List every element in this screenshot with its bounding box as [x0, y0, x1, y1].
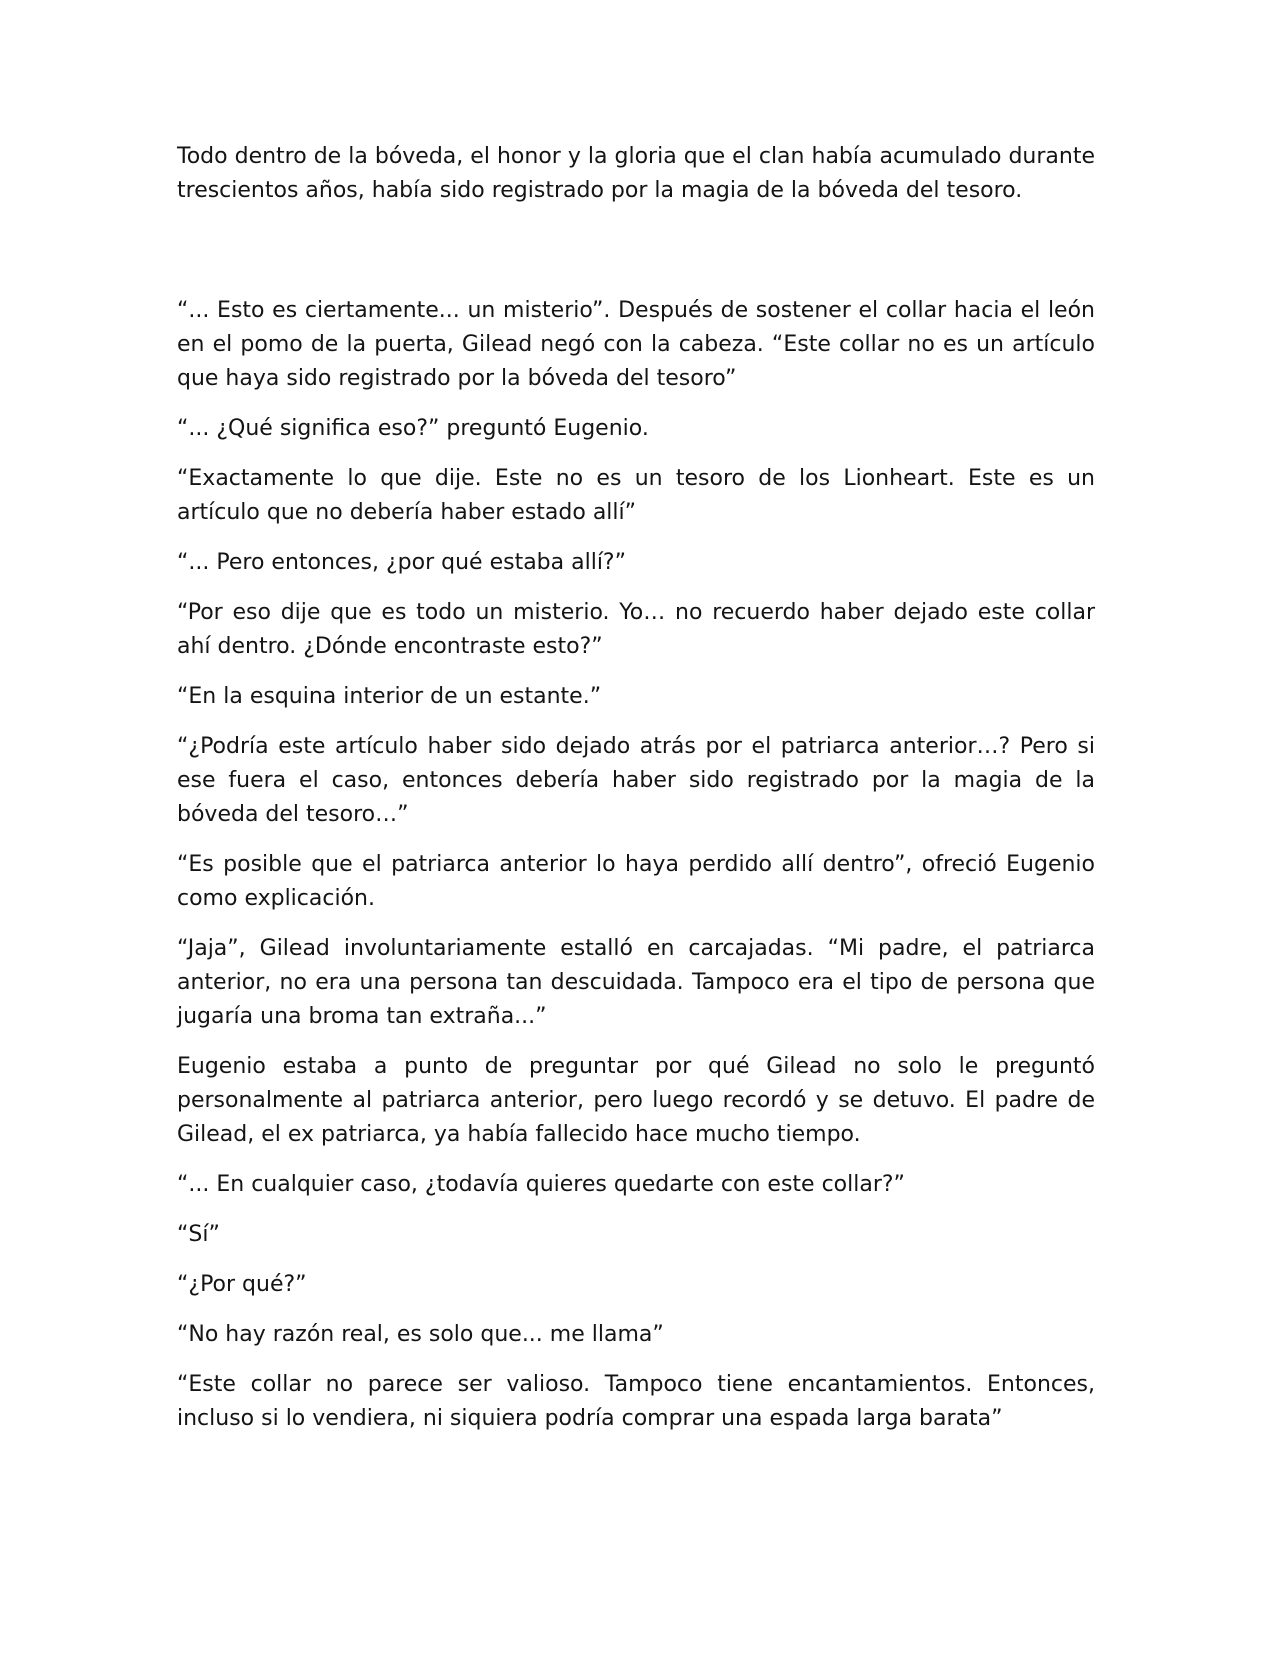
paragraph-8: “¿Podría este artículo haber sido dejado atrás por el patriarca anterior…? Pero si ese fuera el caso, entonces debería haber sido registrado por la magia de la bóveda del tesoro…”	[177, 734, 1095, 827]
paragraph-12: “... En cualquier caso, ¿todavía quieres quedarte con este collar?”	[177, 1172, 905, 1197]
paragraph-7: “En la esquina interior de un estante.”	[177, 684, 602, 709]
paragraph-5: “... Pero entonces, ¿por qué estaba allí?”	[177, 550, 627, 575]
paragraph-15: “No hay razón real, es solo que... me llama”	[177, 1322, 664, 1347]
paragraph-4: “Exactamente lo que dije. Este no es un tesoro de los Lionheart. Este es un artículo que no debería haber estado allí”	[177, 466, 1095, 525]
paragraph-16: “Este collar no parece ser valioso. Tampoco tiene encantamientos. Entonces, incluso si lo vendiera, ni siquiera podría comprar una espada larga barata”	[177, 1372, 1095, 1431]
paragraph-6: “Por eso dije que es todo un misterio. Yo… no recuerdo haber dejado este collar ahí dentro. ¿Dónde encontraste esto?”	[177, 600, 1095, 659]
paragraph-2: “... Esto es ciertamente... un misterio”. Después de sostener el collar hacia el león en el pomo de la puerta, Gilead negó con la cabeza. “Este collar no es un artículo que haya sido registrado por la bóveda del tesoro”	[177, 298, 1095, 391]
paragraph-11: Eugenio estaba a punto de preguntar por qué Gilead no solo le preguntó personalmente al patriarca anterior, pero luego recordó y se detuvo. El padre de Gilead, el ex patriarca, ya había fallecido hace mucho tiempo.	[177, 1054, 1095, 1147]
paragraph-1: Todo dentro de la bóveda, el honor y la gloria que el clan había acumulado durante trescientos años, había sido registrado por la magia de la bóveda del tesoro.	[177, 144, 1095, 203]
paragraph-13: “Sí”	[177, 1222, 220, 1247]
document-page	[177, 140, 1095, 1452]
paragraph-14: “¿Por qué?”	[177, 1272, 307, 1297]
paragraph-10: “Jaja”, Gilead involuntariamente estalló en carcajadas. “Mi padre, el patriarca anterior, no era una persona tan descuidada. Tampoco era el tipo de persona que jugaría una broma tan extraña...”	[177, 936, 1095, 1029]
paragraph-3: “... ¿Qué significa eso?” preguntó Eugenio.	[177, 416, 649, 441]
paragraph-9: “Es posible que el patriarca anterior lo haya perdido allí dentro”, ofreció Eugenio como explicación.	[177, 852, 1095, 911]
